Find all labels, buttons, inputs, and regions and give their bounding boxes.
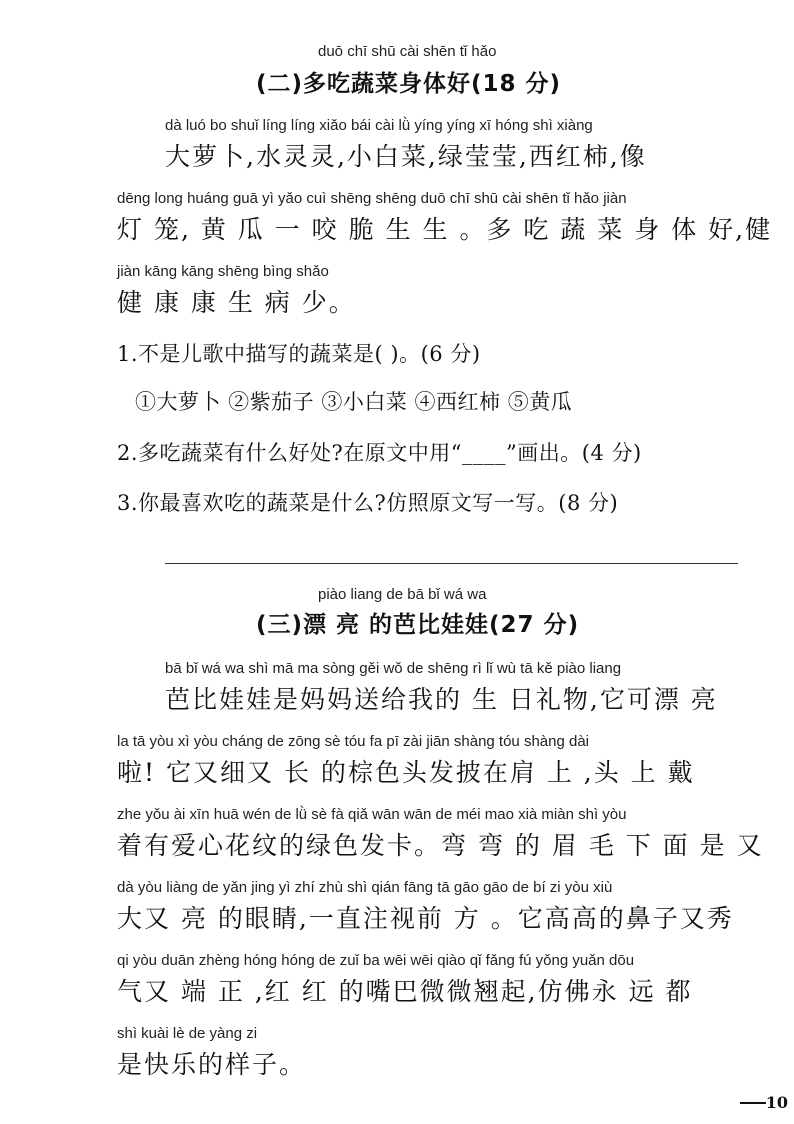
section2-text-line-1: 大萝卜,水灵灵,小白菜,绿莹莹,西红柿,像 <box>165 142 647 171</box>
section2-title-pinyin: duō chī shū cài shēn tǐ hǎo <box>318 43 497 60</box>
section2-pinyin-line-1: dà luó bo shuǐ líng líng xiǎo bái cài lǜ yíng yíng xī hóng shì xiàng <box>165 117 593 134</box>
page-number-dash <box>740 1102 766 1104</box>
section2-pinyin-line-2: dēng long huáng guā yì yǎo cuì shēng shēng duō chī shū cài shēn tǐ hǎo jiàn <box>117 190 627 207</box>
section3-title: (三)漂 亮 的芭比娃娃(27 分) <box>256 612 580 638</box>
section3-pinyin-line-3: zhe yǒu ài xīn huā wén de lǜ sè fà qiǎ wān wān de méi mao xià miàn shì yòu <box>117 806 627 823</box>
section3-text-line-3: 着有爱心花纹的绿色发卡。弯 弯 的 眉 毛 下 面 是 又 <box>117 831 764 860</box>
section3-pinyin-line-5: qi yòu duān zhèng hóng hóng de zuǐ ba wēi wēi qiào qǐ fǎng fú yǒng yuǎn dōu <box>117 952 635 969</box>
question-3: 3.你最喜欢吃的蔬菜是什么?仿照原文写一写。(8 分) <box>117 491 619 515</box>
section-divider <box>165 563 738 564</box>
section3-text-line-5: 气又 端 正 ,红 红 的嘴巴微微翘起,仿佛永 远 都 <box>117 977 693 1006</box>
section3-text-line-1: 芭比娃娃是妈妈送给我的 生 日礼物,它可漂 亮 <box>165 685 718 714</box>
section3-text-line-2: 啦! 它又细又 长 的棕色头发披在肩 上 ,头 上 戴 <box>117 758 695 787</box>
section3-pinyin-line-6: shì kuài lè de yàng zi <box>117 1025 258 1042</box>
section2-pinyin-line-3: jiàn kāng kāng shēng bìng shǎo <box>117 263 329 280</box>
section3-pinyin-line-1: bā bǐ wá wa shì mā ma sòng gěi wǒ de shēng rì lǐ wù tā kě piào liang <box>165 660 622 677</box>
section3-title-pinyin: piào liang de bā bǐ wá wa <box>318 586 487 603</box>
page-number: 10 <box>765 1093 788 1112</box>
section3-pinyin-line-4: dà yòu liàng de yǎn jing yì zhí zhù shì qián fāng tā gāo gāo de bí zi yòu xiù <box>117 879 613 896</box>
section2-title: (二)多吃蔬菜身体好(18 分) <box>256 71 562 97</box>
section3-text-line-6: 是快乐的样子。 <box>117 1050 307 1079</box>
section2-text-line-3: 健 康 康 生 病 少。 <box>117 288 356 317</box>
section3-pinyin-line-2: la tā yòu xì yòu cháng de zōng sè tóu fa pī zài jiān shàng tóu shàng dài <box>117 733 589 750</box>
question-2: 2.多吃蔬菜有什么好处?在原文中用“____”画出。(4 分) <box>117 441 642 465</box>
section2-text-line-2: 灯 笼, 黄 瓜 一 咬 脆 生 生 。多 吃 蔬 菜 身 体 好,健 <box>117 215 773 244</box>
question-1: 1.不是儿歌中描写的蔬菜是( )。(6 分) <box>117 342 481 366</box>
question-1-options: ①大萝卜 ②紫茄子 ③小白菜 ④西红柿 ⑤黄瓜 <box>135 390 573 414</box>
section3-text-line-4: 大又 亮 的眼睛,一直注视前 方 。它高高的鼻子又秀 <box>117 904 734 933</box>
